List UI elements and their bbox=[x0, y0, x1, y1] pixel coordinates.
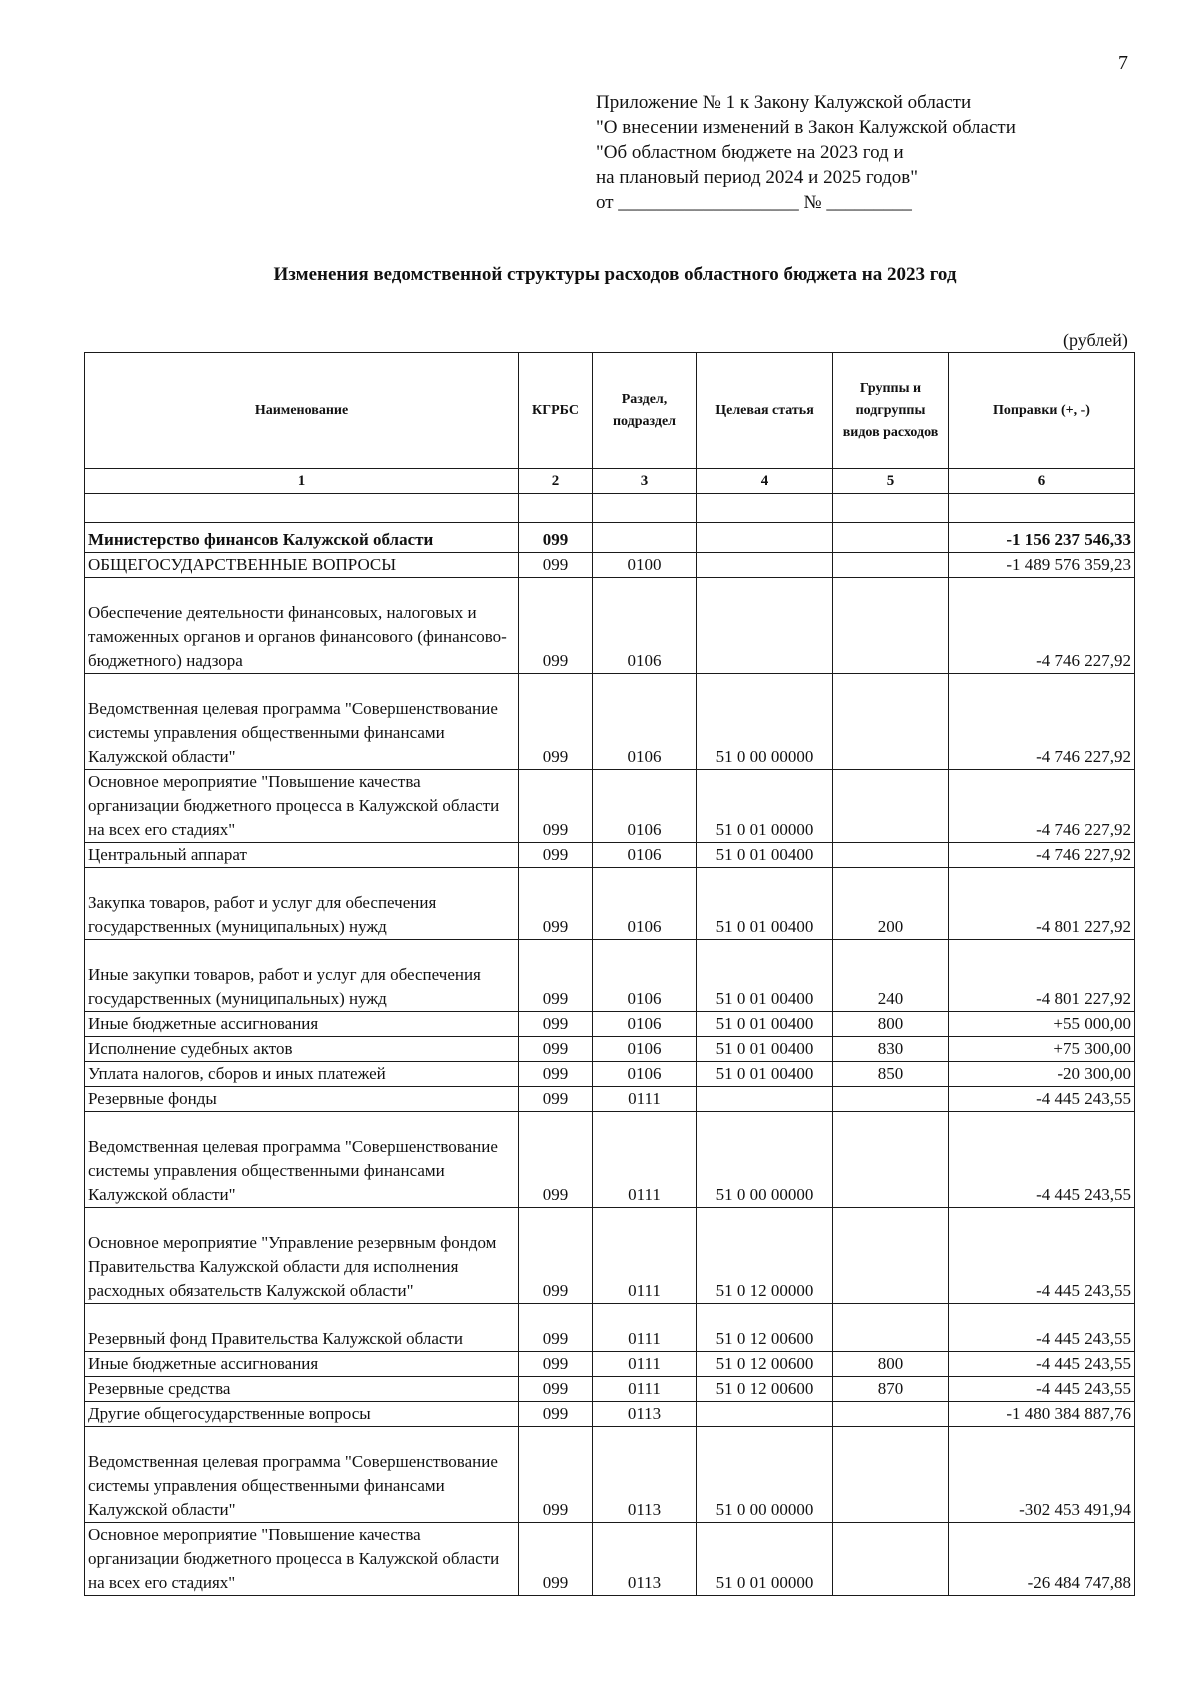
row-amount: -4 445 243,55 bbox=[949, 1304, 1135, 1352]
row-group bbox=[833, 1427, 949, 1523]
row-section bbox=[593, 523, 697, 553]
row-kgrbs: 099 bbox=[519, 868, 593, 940]
row-kgrbs: 099 bbox=[519, 1087, 593, 1112]
row-name: Резервные фонды bbox=[85, 1087, 519, 1112]
row-target bbox=[697, 553, 833, 578]
row-target: 51 0 00 00000 bbox=[697, 1112, 833, 1208]
table-row bbox=[85, 1523, 1135, 1596]
row-amount: -4 746 227,92 bbox=[949, 674, 1135, 770]
row-name: Резервные средства bbox=[85, 1377, 519, 1402]
row-name: Иные бюджетные ассигнования bbox=[85, 1352, 519, 1377]
header-amendments: Поправки (+, -) bbox=[949, 353, 1135, 469]
table-row bbox=[85, 578, 1135, 674]
table-row bbox=[85, 523, 1135, 553]
table-row bbox=[85, 770, 1135, 843]
row-name: Иные закупки товаров, работ и услуг для обеспечения государственных (муниципальных) нужд bbox=[85, 940, 519, 1012]
row-target: 51 0 00 00000 bbox=[697, 1427, 833, 1523]
row-amount: -1 489 576 359,23 bbox=[949, 553, 1135, 578]
row-group: 240 bbox=[833, 940, 949, 1012]
column-number: 5 bbox=[833, 469, 949, 494]
appendix-line: на плановый период 2024 и 2025 годов" bbox=[596, 167, 918, 188]
row-target: 51 0 00 00000 bbox=[697, 674, 833, 770]
row-name: Основное мероприятие "Повышение качества организации бюджетного процесса в Калужской области на всех его стадиях" bbox=[85, 770, 519, 843]
table-row bbox=[85, 1012, 1135, 1037]
row-section: 0106 bbox=[593, 578, 697, 674]
row-name: Ведомственная целевая программа "Совершенствование системы управления общественными финансами Калужской области" bbox=[85, 674, 519, 770]
table-row bbox=[85, 674, 1135, 770]
row-target bbox=[697, 578, 833, 674]
row-target: 51 0 01 00400 bbox=[697, 1037, 833, 1062]
row-section: 0111 bbox=[593, 1352, 697, 1377]
table-row bbox=[85, 553, 1135, 578]
header-name: Наименование bbox=[85, 353, 519, 469]
row-amount: -4 801 227,92 bbox=[949, 868, 1135, 940]
row-group: 800 bbox=[833, 1012, 949, 1037]
table-row bbox=[85, 843, 1135, 868]
column-number: 3 bbox=[593, 469, 697, 494]
row-name: Другие общегосударственные вопросы bbox=[85, 1402, 519, 1427]
table-row bbox=[85, 1304, 1135, 1352]
row-section: 0111 bbox=[593, 1112, 697, 1208]
row-name: ОБЩЕГОСУДАРСТВЕННЫЕ ВОПРОСЫ bbox=[85, 553, 519, 578]
row-name: Министерство финансов Калужской области bbox=[85, 523, 519, 553]
row-target: 51 0 12 00600 bbox=[697, 1377, 833, 1402]
row-section: 0111 bbox=[593, 1377, 697, 1402]
row-kgrbs: 099 bbox=[519, 940, 593, 1012]
row-amount: +55 000,00 bbox=[949, 1012, 1135, 1037]
row-amount: -4 445 243,55 bbox=[949, 1112, 1135, 1208]
appendix-line: "О внесении изменений в Закон Калужской области bbox=[596, 117, 1016, 138]
row-name: Исполнение судебных актов bbox=[85, 1037, 519, 1062]
row-name: Ведомственная целевая программа "Совершенствование системы управления общественными финансами Калужской области" bbox=[85, 1427, 519, 1523]
row-group: 200 bbox=[833, 868, 949, 940]
row-section: 0111 bbox=[593, 1087, 697, 1112]
row-kgrbs: 099 bbox=[519, 1523, 593, 1596]
table-row bbox=[85, 1352, 1135, 1377]
table-row bbox=[85, 868, 1135, 940]
units-label: (рублей) bbox=[1063, 330, 1128, 350]
table-row bbox=[85, 1087, 1135, 1112]
header-section: Раздел, подраздел bbox=[593, 353, 697, 469]
row-section: 0106 bbox=[593, 1062, 697, 1087]
appendix-line: от ___________________ № _________ bbox=[596, 192, 912, 213]
table-row bbox=[85, 1427, 1135, 1523]
row-amount: +75 300,00 bbox=[949, 1037, 1135, 1062]
row-group bbox=[833, 1304, 949, 1352]
row-target: 51 0 01 00400 bbox=[697, 843, 833, 868]
row-target: 51 0 12 00600 bbox=[697, 1304, 833, 1352]
table-row bbox=[85, 940, 1135, 1012]
row-target bbox=[697, 1087, 833, 1112]
row-name: Основное мероприятие "Повышение качества организации бюджетного процесса в Калужской области на всех его стадиях" bbox=[85, 1523, 519, 1596]
row-section: 0106 bbox=[593, 1012, 697, 1037]
table-row bbox=[85, 1377, 1135, 1402]
row-group bbox=[833, 523, 949, 553]
row-kgrbs: 099 bbox=[519, 523, 593, 553]
table-body bbox=[85, 523, 1135, 1596]
row-name: Резервный фонд Правительства Калужской области bbox=[85, 1304, 519, 1352]
row-group: 870 bbox=[833, 1377, 949, 1402]
row-name: Закупка товаров, работ и услуг для обеспечения государственных (муниципальных) нужд bbox=[85, 868, 519, 940]
table-row bbox=[85, 1062, 1135, 1087]
row-amount: -4 445 243,55 bbox=[949, 1352, 1135, 1377]
document-title: Изменения ведомственной структуры расходов областного бюджета на 2023 год bbox=[273, 264, 957, 285]
row-group: 850 bbox=[833, 1062, 949, 1087]
row-kgrbs: 099 bbox=[519, 1427, 593, 1523]
row-target bbox=[697, 1402, 833, 1427]
spacer-row bbox=[85, 494, 1135, 523]
row-group bbox=[833, 1523, 949, 1596]
row-amount: -4 746 227,92 bbox=[949, 770, 1135, 843]
row-group: 800 bbox=[833, 1352, 949, 1377]
appendix-header bbox=[596, 90, 1016, 215]
row-target: 51 0 01 00400 bbox=[697, 1012, 833, 1037]
row-name: Ведомственная целевая программа "Совершенствование системы управления общественными финансами Калужской области" bbox=[85, 1112, 519, 1208]
row-kgrbs: 099 bbox=[519, 1377, 593, 1402]
row-amount: -4 746 227,92 bbox=[949, 843, 1135, 868]
column-number: 4 bbox=[697, 469, 833, 494]
row-kgrbs: 099 bbox=[519, 1062, 593, 1087]
row-amount: -4 746 227,92 bbox=[949, 578, 1135, 674]
row-amount: -20 300,00 bbox=[949, 1062, 1135, 1087]
row-kgrbs: 099 bbox=[519, 674, 593, 770]
row-amount: -1 480 384 887,76 bbox=[949, 1402, 1135, 1427]
row-kgrbs: 099 bbox=[519, 1352, 593, 1377]
row-target: 51 0 12 00600 bbox=[697, 1352, 833, 1377]
row-kgrbs: 099 bbox=[519, 553, 593, 578]
appendix-line: Приложение № 1 к Закону Калужской области bbox=[596, 92, 972, 113]
row-group bbox=[833, 1402, 949, 1427]
table-row bbox=[85, 1208, 1135, 1304]
header-groups: Группы и подгруппы видов расходов bbox=[833, 353, 949, 469]
row-amount: -1 156 237 546,33 bbox=[949, 523, 1135, 553]
row-section: 0100 bbox=[593, 553, 697, 578]
table-row bbox=[85, 1037, 1135, 1062]
column-number: 1 bbox=[85, 469, 519, 494]
row-target bbox=[697, 523, 833, 553]
table-row bbox=[85, 1112, 1135, 1208]
row-amount: -26 484 747,88 bbox=[949, 1523, 1135, 1596]
row-section: 0111 bbox=[593, 1208, 697, 1304]
row-target: 51 0 01 00000 bbox=[697, 770, 833, 843]
row-section: 0106 bbox=[593, 770, 697, 843]
row-amount: -4 801 227,92 bbox=[949, 940, 1135, 1012]
row-kgrbs: 099 bbox=[519, 770, 593, 843]
row-kgrbs: 099 bbox=[519, 1012, 593, 1037]
row-name: Центральный аппарат bbox=[85, 843, 519, 868]
row-group bbox=[833, 553, 949, 578]
row-group: 830 bbox=[833, 1037, 949, 1062]
row-group bbox=[833, 843, 949, 868]
row-name: Уплата налогов, сборов и иных платежей bbox=[85, 1062, 519, 1087]
row-section: 0113 bbox=[593, 1427, 697, 1523]
row-target: 51 0 01 00400 bbox=[697, 940, 833, 1012]
row-target: 51 0 01 00400 bbox=[697, 1062, 833, 1087]
row-group bbox=[833, 1208, 949, 1304]
table-header-row bbox=[85, 353, 1135, 469]
row-target: 51 0 01 00400 bbox=[697, 868, 833, 940]
row-target: 51 0 01 00000 bbox=[697, 1523, 833, 1596]
row-group bbox=[833, 578, 949, 674]
row-kgrbs: 099 bbox=[519, 843, 593, 868]
header-kgrbs: КГРБС bbox=[519, 353, 593, 469]
row-target: 51 0 12 00000 bbox=[697, 1208, 833, 1304]
appendix-line: "Об областном бюджете на 2023 год и bbox=[596, 142, 904, 163]
column-number-row bbox=[85, 469, 1135, 494]
row-section: 0106 bbox=[593, 1037, 697, 1062]
row-group bbox=[833, 770, 949, 843]
row-group bbox=[833, 674, 949, 770]
row-section: 0113 bbox=[593, 1402, 697, 1427]
row-section: 0111 bbox=[593, 1304, 697, 1352]
row-amount: -302 453 491,94 bbox=[949, 1427, 1135, 1523]
column-number: 2 bbox=[519, 469, 593, 494]
row-section: 0106 bbox=[593, 674, 697, 770]
page-number: 7 bbox=[1118, 52, 1128, 74]
row-kgrbs: 099 bbox=[519, 1304, 593, 1352]
row-kgrbs: 099 bbox=[519, 578, 593, 674]
column-number: 6 bbox=[949, 469, 1135, 494]
row-section: 0113 bbox=[593, 1523, 697, 1596]
table-row bbox=[85, 1402, 1135, 1427]
row-kgrbs: 099 bbox=[519, 1112, 593, 1208]
header-target: Целевая статья bbox=[697, 353, 833, 469]
row-amount: -4 445 243,55 bbox=[949, 1208, 1135, 1304]
row-name: Обеспечение деятельности финансовых, налоговых и таможенных органов и органов финансового (финансово-бюджетного) надзора bbox=[85, 578, 519, 674]
row-kgrbs: 099 bbox=[519, 1037, 593, 1062]
row-amount: -4 445 243,55 bbox=[949, 1377, 1135, 1402]
row-amount: -4 445 243,55 bbox=[949, 1087, 1135, 1112]
row-name: Основное мероприятие "Управление резервным фондом Правительства Калужской области для исполнения расходных обязательств Калужской области" bbox=[85, 1208, 519, 1304]
row-section: 0106 bbox=[593, 868, 697, 940]
row-name: Иные бюджетные ассигнования bbox=[85, 1012, 519, 1037]
budget-table bbox=[84, 352, 1135, 1596]
row-kgrbs: 099 bbox=[519, 1402, 593, 1427]
row-group bbox=[833, 1112, 949, 1208]
row-kgrbs: 099 bbox=[519, 1208, 593, 1304]
row-section: 0106 bbox=[593, 940, 697, 1012]
row-section: 0106 bbox=[593, 843, 697, 868]
row-group bbox=[833, 1087, 949, 1112]
